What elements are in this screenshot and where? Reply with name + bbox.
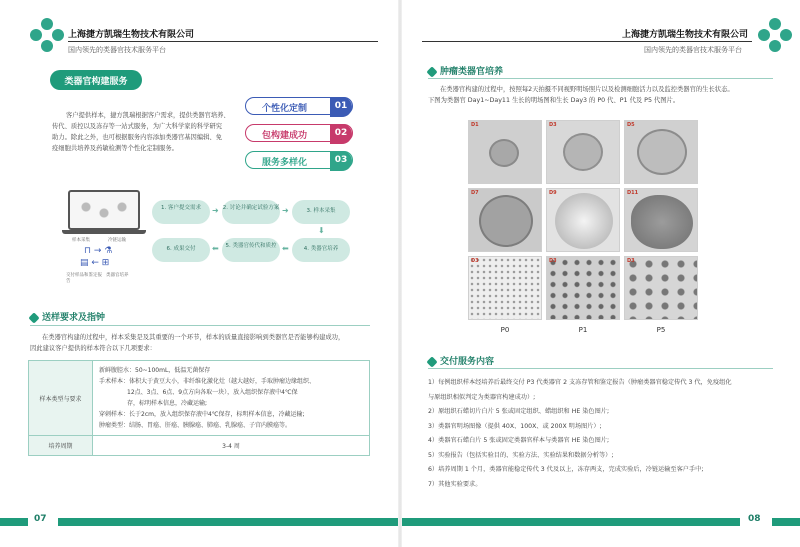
pill-diverse: 服务多样化 03 xyxy=(245,151,353,169)
section-rule xyxy=(428,368,773,369)
list-item: 6）培养周期 1 个月，类器官能稳定传代 3 代及以上，冻存两支，完成实验后，冷链运输至客户手中; xyxy=(428,466,704,473)
organoid-photo-d9: D9 xyxy=(546,188,620,252)
organoid-photo-d11: D11 xyxy=(624,188,698,252)
header-subtitle: 国内领先的类器官技术服务平台 xyxy=(68,46,166,54)
table-label-culture-period: 培养周期 xyxy=(29,436,93,456)
flow-step-1: 1. 客户提交需求 xyxy=(152,200,210,224)
column-label-p5: P5 xyxy=(656,326,666,334)
section-rule xyxy=(428,78,773,79)
header-rule xyxy=(422,41,752,42)
header-rule xyxy=(68,41,378,42)
organoid-photo-d3: D3 xyxy=(546,120,620,184)
flow-step-6: 6. 成果交付 xyxy=(152,238,210,262)
right-page xyxy=(400,0,800,547)
list-item: 1）每例组织样本经培养后最终交付 P3 代类器官 2 支冻存管和鉴定报告（肿瘤类器官稳定传代 3 代，免疫组化 xyxy=(428,379,732,386)
list-item: 4）类器官石蜡白片 5 张或固定类器官样本与类器官 HE 染色图片; xyxy=(428,437,610,444)
deliverables-list xyxy=(428,376,774,492)
organoid-photo-p1: D3 xyxy=(546,256,620,320)
list-item: 3）类器官明场图像（提供 40X、100X、或 200X 明场图片）; xyxy=(428,422,602,430)
page-number-right: 08 xyxy=(748,514,761,524)
list-item: 2）原组织石蜡切片白片 5 张或固定组织、蜡组织和 HE 染色图片; xyxy=(428,408,610,415)
tube-icon: ⊓ → ⚗ xyxy=(84,246,113,256)
diamond-icon xyxy=(28,312,39,323)
section-title-sample-requirements: 送样要求及指钟 xyxy=(30,310,105,323)
arrow-left-icon: ⬅ xyxy=(282,244,289,253)
table-cell-sample-type: 新鲜腹腔水：50~100mL，低温无菌保存 手术样本：体积大于黄豆大小，非纤维化激化灶（越大越好，手取肿瘤边缘组织、 12点、3点、6点、9点方向各取一块），放入组织保存液中4℃保 存，标明样本信息，冷藏运输; 穿刺样本：长于2cm，放入组织保存液中4℃保存，标明样本信息，冷藏运输; 肿瘤类型：结肠、胃癌、肝癌、胰腺癌、肺癌、乳腺癌、子宫内膜癌等。 xyxy=(93,361,370,436)
organoid-photo-p5: D3 xyxy=(624,256,698,320)
column-label-p0: P0 xyxy=(500,326,510,334)
icon-label-delivery: 交付样品和鉴定报告 xyxy=(66,273,102,284)
diamond-icon xyxy=(426,356,437,367)
footer-bar xyxy=(0,518,28,526)
arrow-left-icon: ⬅ xyxy=(212,244,219,253)
table-row xyxy=(29,361,370,436)
table-row xyxy=(29,436,370,456)
requirements-table xyxy=(28,360,370,456)
footer-bar xyxy=(772,518,800,526)
company-name: 上海捷方凯瑞生物技术有限公司 xyxy=(622,30,749,40)
culture-intro: 在类器官构建的过程中，按照每2天拍摄不同视野明场照片以及检测细胞活力以及监控类器官的生长状态。 下图为类器官 Day1~Day11 生长的明场图和生长 Day3 的 P0 代、P1 代及 P5 代图片。 xyxy=(428,86,734,104)
flow-step-5: 5. 类器官传代和质控 xyxy=(222,238,280,262)
arrow-down-icon: ⬇ xyxy=(318,226,325,235)
requirement-intro: 在类器官构建的过程中，样本采集是及其重要的一个环节，样本的质量直接影响到类器官是否能够构建成功， 因此建议客户提供的样本符合以下几项要求： xyxy=(30,334,345,352)
header-subtitle: 国内领先的类器官技术服务平台 xyxy=(644,46,742,54)
list-item: 与原组织相似判定为类器官构建成功）; xyxy=(428,393,536,401)
cells-image xyxy=(74,195,134,225)
pill-success: 包构建成功 02 xyxy=(245,124,353,142)
icon-label-culture: 类器官培养 xyxy=(106,273,129,278)
list-item: 7）其他实验要求。 xyxy=(428,480,482,488)
flow-step-3: 3. 样本采集 xyxy=(292,200,350,224)
organoid-photo-d7: D7 xyxy=(468,188,542,252)
laptop-base xyxy=(62,230,146,234)
footer-bar xyxy=(402,518,740,526)
list-item: 5）实验报告（包括实验目的、实验方法、实验结果和数据分析等）; xyxy=(428,451,614,459)
icon-label-sampling: 样本采集 xyxy=(72,238,90,243)
page-number-left: 07 xyxy=(34,514,47,524)
table-label-sample-type: 样本类型与要求 xyxy=(29,361,93,436)
section-title-deliverables: 交付服务内容 xyxy=(428,354,494,367)
table-cell-culture-period: 3-4 周 xyxy=(93,436,370,456)
company-logo-icon xyxy=(758,18,792,52)
company-name: 上海捷方凯瑞生物技术有限公司 xyxy=(68,30,195,40)
arrow-right-icon: ➜ xyxy=(212,206,219,215)
icon-label-transport: 冷链运输 xyxy=(108,238,126,243)
flow-step-4: 4. 类器官培养 xyxy=(292,238,350,262)
column-label-p1: P1 xyxy=(578,326,588,334)
organoid-photo-p0: D3 xyxy=(468,256,542,320)
company-logo-icon xyxy=(30,18,64,52)
organoid-photo-d1: D1 xyxy=(468,120,542,184)
flow-step-2: 2. 讨论并确定试验方案 xyxy=(222,200,280,224)
section-title-tumor-organoid-culture: 肿瘤类器官培养 xyxy=(428,64,503,77)
arrow-right-icon: ➜ xyxy=(282,206,289,215)
intro-paragraph: 客户提供样本，捷方凯瑞根据客户需求，提供类器官培养、 传代、质控以及冻存等一站式服务，为广大科学家的科学研究 助力。除此之外，也可根据服务内容添加类器官基因编辑、免 疫细胞共培养及药敏检测等个性化定制服务。 xyxy=(52,112,230,152)
section-rule xyxy=(30,325,370,326)
organoid-photo-d5: D5 xyxy=(624,120,698,184)
pill-custom: 个性化定制 01 xyxy=(245,97,353,115)
diamond-icon xyxy=(426,66,437,77)
section-title-organoid-construction: 类器官构建服务 xyxy=(50,70,142,90)
footer-bar xyxy=(58,518,398,526)
report-icon: ▤ ← ⊞ xyxy=(80,258,110,268)
